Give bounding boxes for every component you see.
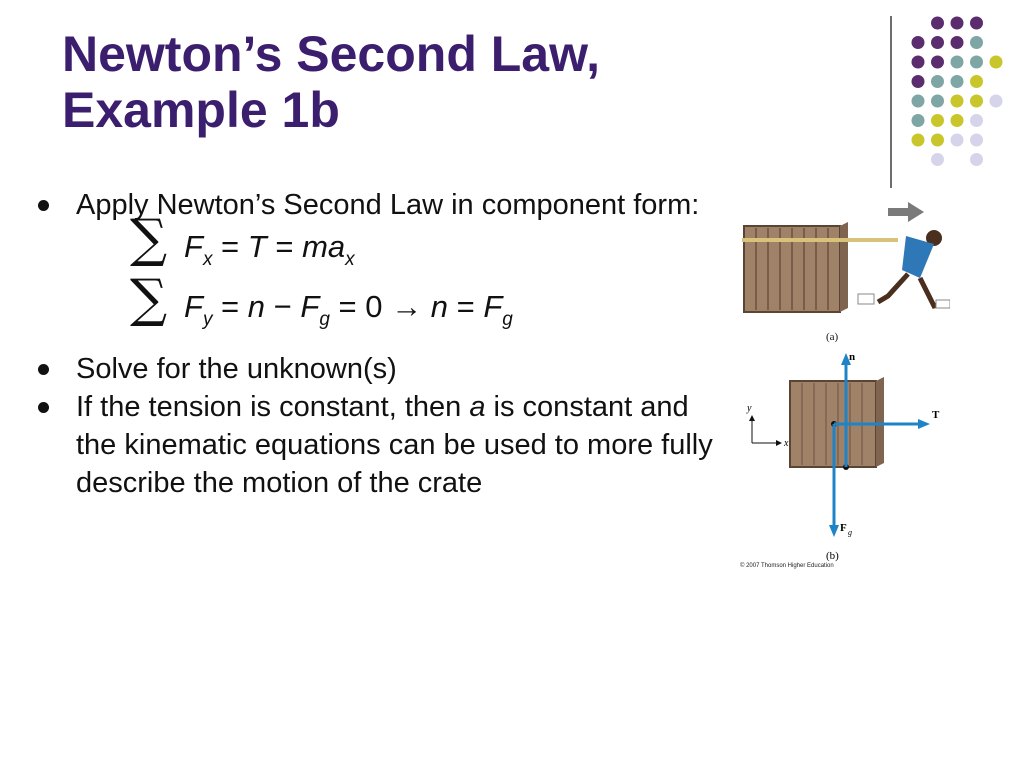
bullet-text: Apply Newton’s Second Law in component form: [76,189,700,221]
decorative-dot [931,75,944,88]
bullet-icon [38,364,49,375]
eq-subscript: y [202,309,213,330]
crate-icon [744,222,848,312]
eq-term: n [247,289,266,324]
bullet-italic-variable: a [469,391,486,423]
figure-b-label: (b) [826,550,839,562]
figure-a-person-pulling-crate [738,196,950,346]
decorative-dot [951,36,964,49]
vector-Fg-subscript: g [848,528,852,537]
eq-term: T [247,229,267,264]
decorative-dot [970,56,983,69]
decorative-dot [912,36,925,49]
decorative-dot [951,17,964,30]
eq-operator: = [447,289,484,324]
title-divider-line [890,16,892,188]
eq-subscript: x [345,249,355,270]
decorative-dot [912,95,925,108]
bullet-text: Solve for the unknown(s) [76,353,397,385]
decorative-dot [931,95,944,108]
decorative-dot [990,56,1003,69]
figure-b-free-body-diagram [738,345,958,570]
equation-y [34,269,724,344]
summation-symbol: ∑ [130,269,168,329]
decorative-dot [951,134,964,147]
eq-operator: = [212,289,248,324]
eq-term: F [184,289,203,324]
figure-a-caption: (a) [826,331,839,343]
decorative-dot [970,134,983,147]
axes-icon [746,403,789,449]
decorative-dot [951,75,964,88]
eq-operator: = [266,229,303,264]
slide-title [62,26,702,138]
summation-symbol: ∑ [130,209,168,269]
axis-x-label: x [784,438,789,449]
eq-term: F [300,289,320,324]
decorative-dot [951,114,964,127]
eq-term: F [184,229,203,264]
slide-title-line-2: Example 1b [62,82,340,138]
decorative-dot [931,36,944,49]
decorative-dot [912,56,925,69]
decorative-dot [970,114,983,127]
equation-x-body [184,228,355,271]
eq-term: F [483,289,503,324]
figure-copyright: © 2007 Thomson Higher Education [740,563,834,569]
decorative-dot [970,153,983,166]
equation-y-body [184,288,513,331]
eq-subscript: g [502,309,513,330]
eq-operator: = [329,289,366,324]
decorative-dot [970,75,983,88]
bullet-text: is constant and the kinematic equations can be used to more fully describe the motion of the crate [76,391,713,499]
decorative-dot [912,114,925,127]
eq-term: n [430,289,448,324]
vector-T-label: T [932,409,940,421]
bullet-icon [38,402,49,413]
decorative-dot [931,56,944,69]
bullet-item [34,388,724,502]
decorative-dot [990,95,1003,108]
eq-subscript: x [202,249,213,270]
eq-term: 0 [365,289,383,324]
arrow-right-icon [888,202,924,222]
decorative-dot [931,134,944,147]
axis-y-label: y [747,403,752,414]
decorative-dot [931,114,944,127]
decorative-dot [951,56,964,69]
implies-arrow: → [382,289,431,324]
bullet-text: If the tension is constant, then [76,391,470,423]
eq-subscript: g [319,309,330,330]
decorative-dot [970,36,983,49]
eq-operator: − [265,289,301,324]
vector-n-label: n [849,351,856,363]
decorative-dot [931,153,944,166]
slide-title-line-1: Newton’s Second Law, [62,26,601,82]
eq-operator: = [212,229,248,264]
decorative-dot [912,134,925,147]
decorative-dot [951,95,964,108]
bullet-icon [38,200,49,211]
decorative-dot [970,17,983,30]
decorative-dot [912,75,925,88]
bullet-list [34,186,724,502]
eq-term: ma [302,229,346,264]
decorative-dot [931,17,944,30]
vector-Fg-label: F [840,522,847,534]
decorative-dot [970,95,983,108]
crate-icon [790,377,884,467]
bullet-item [34,350,724,388]
